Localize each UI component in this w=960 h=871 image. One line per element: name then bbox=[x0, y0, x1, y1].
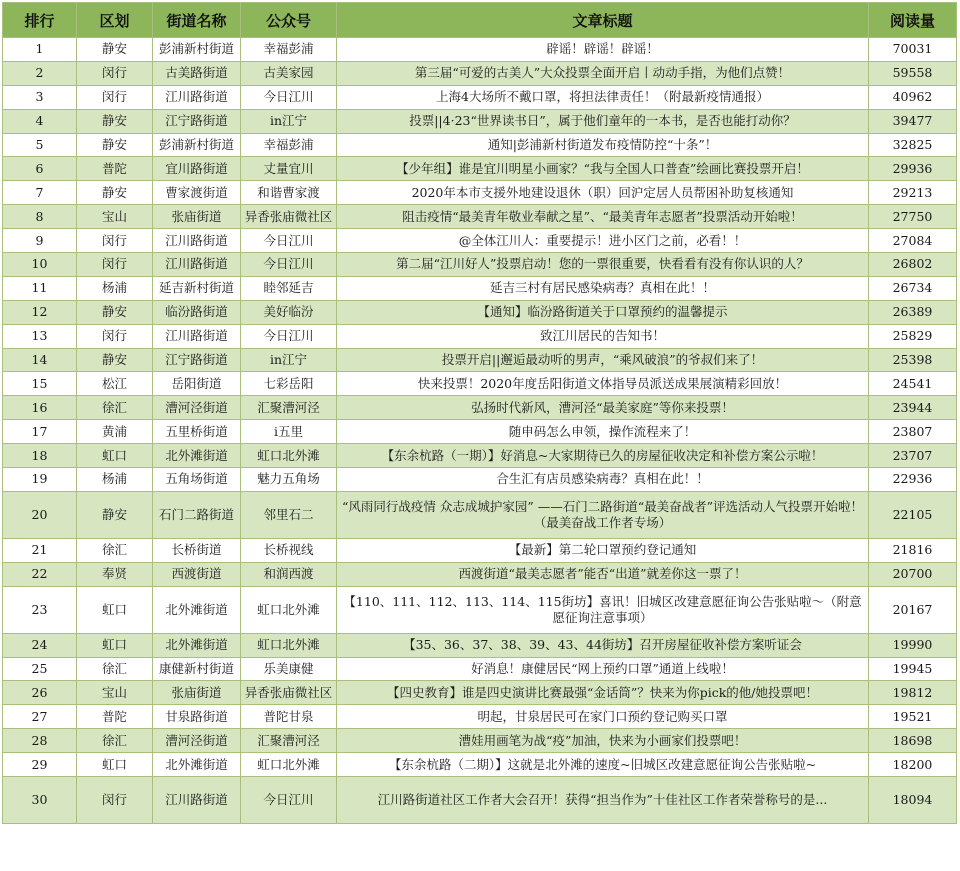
cell-reads: 26802 bbox=[869, 253, 957, 277]
cell-street: 张庙街道 bbox=[153, 681, 241, 705]
cell-reads: 20167 bbox=[869, 586, 957, 633]
cell-street: 五里桥街道 bbox=[153, 420, 241, 444]
cell-district: 奉贤 bbox=[77, 562, 153, 586]
cell-rank: 9 bbox=[3, 229, 77, 253]
cell-title: 上海4大场所不戴口罩，将担法律责任！（附最新疫情通报） bbox=[337, 85, 869, 109]
cell-street: 五角场街道 bbox=[153, 468, 241, 492]
cell-rank: 10 bbox=[3, 253, 77, 277]
cell-street: 北外滩街道 bbox=[153, 753, 241, 777]
cell-reads: 20700 bbox=[869, 562, 957, 586]
cell-title: 致江川居民的告知书！ bbox=[337, 324, 869, 348]
cell-account: 汇聚漕河泾 bbox=[241, 396, 337, 420]
cell-title: 快来投票！2020年度岳阳街道文体指导员派送成果展演精彩回放！ bbox=[337, 372, 869, 396]
cell-district: 闵行 bbox=[77, 229, 153, 253]
cell-street: 曹家渡街道 bbox=[153, 181, 241, 205]
cell-reads: 32825 bbox=[869, 133, 957, 157]
cell-street: 江川路街道 bbox=[153, 229, 241, 253]
header-row bbox=[3, 3, 957, 38]
cell-rank: 24 bbox=[3, 633, 77, 657]
cell-rank: 14 bbox=[3, 348, 77, 372]
table-row bbox=[3, 85, 957, 109]
cell-reads: 25398 bbox=[869, 348, 957, 372]
cell-account: 今日江川 bbox=[241, 85, 337, 109]
cell-district: 徐汇 bbox=[77, 657, 153, 681]
cell-street: 彭浦新村街道 bbox=[153, 38, 241, 62]
cell-title: 【东余杭路（二期）】这就是北外滩的速度~旧城区改建意愿征询公告张贴啦~ bbox=[337, 753, 869, 777]
cell-reads: 29213 bbox=[869, 181, 957, 205]
cell-rank: 1 bbox=[3, 38, 77, 62]
cell-reads: 29936 bbox=[869, 157, 957, 181]
cell-district: 静安 bbox=[77, 491, 153, 538]
cell-district: 闵行 bbox=[77, 777, 153, 824]
cell-street: 彭浦新村街道 bbox=[153, 133, 241, 157]
cell-rank: 17 bbox=[3, 420, 77, 444]
cell-street: 张庙街道 bbox=[153, 205, 241, 229]
cell-district: 徐汇 bbox=[77, 538, 153, 562]
cell-street: 漕河泾街道 bbox=[153, 729, 241, 753]
cell-rank: 20 bbox=[3, 491, 77, 538]
cell-district: 闵行 bbox=[77, 253, 153, 277]
cell-account: 今日江川 bbox=[241, 777, 337, 824]
cell-district: 普陀 bbox=[77, 705, 153, 729]
cell-district: 宝山 bbox=[77, 205, 153, 229]
cell-account: 乐美康健 bbox=[241, 657, 337, 681]
table-row bbox=[3, 109, 957, 133]
cell-street: 宜川路街道 bbox=[153, 157, 241, 181]
cell-account: 今日江川 bbox=[241, 229, 337, 253]
cell-rank: 11 bbox=[3, 276, 77, 300]
table-row bbox=[3, 491, 957, 538]
cell-reads: 19812 bbox=[869, 681, 957, 705]
cell-title: 辟谣！辟谣！辟谣！ bbox=[337, 38, 869, 62]
cell-district: 宝山 bbox=[77, 681, 153, 705]
table-row bbox=[3, 229, 957, 253]
cell-reads: 27084 bbox=[869, 229, 957, 253]
table-row bbox=[3, 468, 957, 492]
cell-reads: 22105 bbox=[869, 491, 957, 538]
cell-title: 漕娃用画笔为战“疫”加油，快来为小画家们投票吧！ bbox=[337, 729, 869, 753]
cell-street: 古美路街道 bbox=[153, 61, 241, 85]
cell-account: 和润西渡 bbox=[241, 562, 337, 586]
cell-account: 今日江川 bbox=[241, 253, 337, 277]
cell-district: 闵行 bbox=[77, 85, 153, 109]
cell-reads: 19521 bbox=[869, 705, 957, 729]
cell-title: 投票||4·23“世界读书日”，属于他们童年的一本书，是否也能打动你？ bbox=[337, 109, 869, 133]
cell-account: 美好临汾 bbox=[241, 300, 337, 324]
cell-account: 虹口北外滩 bbox=[241, 753, 337, 777]
table-row bbox=[3, 372, 957, 396]
cell-street: 漕河泾街道 bbox=[153, 396, 241, 420]
header-rank: 排行 bbox=[3, 3, 77, 38]
table-row bbox=[3, 633, 957, 657]
cell-district: 静安 bbox=[77, 133, 153, 157]
cell-account: 丈量宜川 bbox=[241, 157, 337, 181]
cell-rank: 29 bbox=[3, 753, 77, 777]
cell-account: 异香张庙微社区 bbox=[241, 681, 337, 705]
cell-rank: 16 bbox=[3, 396, 77, 420]
cell-rank: 30 bbox=[3, 777, 77, 824]
table-row bbox=[3, 38, 957, 62]
cell-title: 通知|彭浦新村街道发布疫情防控“十条”！ bbox=[337, 133, 869, 157]
table-row bbox=[3, 420, 957, 444]
cell-rank: 15 bbox=[3, 372, 77, 396]
table-row bbox=[3, 657, 957, 681]
cell-account: 普陀甘泉 bbox=[241, 705, 337, 729]
cell-reads: 24541 bbox=[869, 372, 957, 396]
cell-reads: 70031 bbox=[869, 38, 957, 62]
cell-district: 静安 bbox=[77, 109, 153, 133]
cell-street: 江川路街道 bbox=[153, 253, 241, 277]
cell-district: 徐汇 bbox=[77, 396, 153, 420]
table-row bbox=[3, 205, 957, 229]
table-row bbox=[3, 705, 957, 729]
cell-district: 虹口 bbox=[77, 753, 153, 777]
cell-rank: 5 bbox=[3, 133, 77, 157]
cell-rank: 28 bbox=[3, 729, 77, 753]
table-row bbox=[3, 348, 957, 372]
cell-title: 好消息！康健居民“网上预约口罩”通道上线啦！ bbox=[337, 657, 869, 681]
cell-rank: 4 bbox=[3, 109, 77, 133]
cell-rank: 12 bbox=[3, 300, 77, 324]
cell-reads: 23944 bbox=[869, 396, 957, 420]
cell-account: in江宁 bbox=[241, 109, 337, 133]
cell-street: 北外滩街道 bbox=[153, 586, 241, 633]
table-row bbox=[3, 777, 957, 824]
cell-reads: 39477 bbox=[869, 109, 957, 133]
cell-district: 虹口 bbox=[77, 586, 153, 633]
cell-district: 闵行 bbox=[77, 324, 153, 348]
table-row bbox=[3, 444, 957, 468]
table-row bbox=[3, 753, 957, 777]
cell-title: 【东余杭路（一期）】好消息~大家期待已久的房屋征收决定和补偿方案公示啦！ bbox=[337, 444, 869, 468]
cell-rank: 7 bbox=[3, 181, 77, 205]
cell-rank: 8 bbox=[3, 205, 77, 229]
cell-title: 延吉三村有居民感染病毒？真相在此！！ bbox=[337, 276, 869, 300]
table-row bbox=[3, 133, 957, 157]
cell-reads: 26389 bbox=[869, 300, 957, 324]
table-row bbox=[3, 61, 957, 85]
table-row bbox=[3, 729, 957, 753]
cell-reads: 27750 bbox=[869, 205, 957, 229]
cell-district: 徐汇 bbox=[77, 729, 153, 753]
table-row bbox=[3, 562, 957, 586]
cell-account: 虹口北外滩 bbox=[241, 586, 337, 633]
cell-rank: 13 bbox=[3, 324, 77, 348]
header-reads: 阅读量 bbox=[869, 3, 957, 38]
cell-rank: 23 bbox=[3, 586, 77, 633]
cell-rank: 21 bbox=[3, 538, 77, 562]
cell-street: 江宁路街道 bbox=[153, 109, 241, 133]
cell-account: i五里 bbox=[241, 420, 337, 444]
cell-title: 弘扬时代新风，漕河泾“最美家庭”等你来投票！ bbox=[337, 396, 869, 420]
cell-street: 北外滩街道 bbox=[153, 444, 241, 468]
cell-street: 石门二路街道 bbox=[153, 491, 241, 538]
cell-account: 和谐曹家渡 bbox=[241, 181, 337, 205]
cell-rank: 18 bbox=[3, 444, 77, 468]
table-row bbox=[3, 276, 957, 300]
cell-district: 杨浦 bbox=[77, 276, 153, 300]
cell-title: 西渡街道“最美志愿者”能否“出道”就差你这一票了！ bbox=[337, 562, 869, 586]
cell-account: 魅力五角场 bbox=[241, 468, 337, 492]
cell-title: 【少年组】谁是宜川明星小画家？“我与全国人口普查”绘画比赛投票开启！ bbox=[337, 157, 869, 181]
table-row bbox=[3, 157, 957, 181]
cell-street: 江川路街道 bbox=[153, 777, 241, 824]
table-row bbox=[3, 586, 957, 633]
cell-street: 长桥街道 bbox=[153, 538, 241, 562]
cell-title: 投票开启||邂逅最动听的男声，“乘风破浪”的爷叔们来了！ bbox=[337, 348, 869, 372]
cell-district: 松江 bbox=[77, 372, 153, 396]
cell-reads: 23707 bbox=[869, 444, 957, 468]
cell-reads: 40962 bbox=[869, 85, 957, 109]
cell-account: 睦邻延吉 bbox=[241, 276, 337, 300]
cell-account: 古美家园 bbox=[241, 61, 337, 85]
cell-district: 静安 bbox=[77, 348, 153, 372]
table-row bbox=[3, 300, 957, 324]
ranking-table bbox=[2, 2, 957, 824]
cell-title: 明起，甘泉居民可在家门口预约登记购买口罩 bbox=[337, 705, 869, 729]
cell-street: 西渡街道 bbox=[153, 562, 241, 586]
ranking-table-container bbox=[2, 2, 956, 824]
cell-rank: 3 bbox=[3, 85, 77, 109]
cell-title: 第三届“可爱的古美人”大众投票全面开启丨动动手指，为他们点赞！ bbox=[337, 61, 869, 85]
cell-reads: 19945 bbox=[869, 657, 957, 681]
cell-account: in江宁 bbox=[241, 348, 337, 372]
cell-rank: 22 bbox=[3, 562, 77, 586]
cell-district: 杨浦 bbox=[77, 468, 153, 492]
cell-account: 虹口北外滩 bbox=[241, 444, 337, 468]
header-street: 街道名称 bbox=[153, 3, 241, 38]
cell-account: 七彩岳阳 bbox=[241, 372, 337, 396]
cell-district: 静安 bbox=[77, 38, 153, 62]
header-district: 区划 bbox=[77, 3, 153, 38]
cell-district: 静安 bbox=[77, 300, 153, 324]
cell-rank: 2 bbox=[3, 61, 77, 85]
table-row bbox=[3, 396, 957, 420]
table-row bbox=[3, 181, 957, 205]
cell-reads: 23807 bbox=[869, 420, 957, 444]
cell-rank: 25 bbox=[3, 657, 77, 681]
cell-rank: 19 bbox=[3, 468, 77, 492]
cell-title: 【四史教育】谁是四史演讲比赛最强“金话筒”？快来为你pick的他/她投票吧！ bbox=[337, 681, 869, 705]
cell-account: 汇聚漕河泾 bbox=[241, 729, 337, 753]
cell-rank: 27 bbox=[3, 705, 77, 729]
cell-district: 闵行 bbox=[77, 61, 153, 85]
table-row bbox=[3, 538, 957, 562]
cell-district: 静安 bbox=[77, 181, 153, 205]
cell-title: 【110、111、112、113、114、115街坊】喜讯！旧城区改建意愿征询公告张贴啦～（附意愿征询注意事项） bbox=[337, 586, 869, 633]
cell-street: 江宁路街道 bbox=[153, 348, 241, 372]
cell-reads: 18200 bbox=[869, 753, 957, 777]
cell-account: 邻里石二 bbox=[241, 491, 337, 538]
cell-reads: 21816 bbox=[869, 538, 957, 562]
cell-account: 幸福彭浦 bbox=[241, 38, 337, 62]
cell-district: 普陀 bbox=[77, 157, 153, 181]
cell-title: 江川路街道社区工作者大会召开！获得“担当作为”十佳社区工作者荣誉称号的是... bbox=[337, 777, 869, 824]
cell-account: 今日江川 bbox=[241, 324, 337, 348]
cell-title: 【最新】第二轮口罩预约登记通知 bbox=[337, 538, 869, 562]
cell-street: 岳阳街道 bbox=[153, 372, 241, 396]
cell-title: 【35、36、37、38、39、43、44街坊】召开房屋征收补偿方案听证会 bbox=[337, 633, 869, 657]
cell-account: 幸福彭浦 bbox=[241, 133, 337, 157]
cell-street: 甘泉路街道 bbox=[153, 705, 241, 729]
cell-reads: 18094 bbox=[869, 777, 957, 824]
cell-district: 虹口 bbox=[77, 444, 153, 468]
header-account: 公众号 bbox=[241, 3, 337, 38]
cell-title: 随申码怎么申领，操作流程来了！ bbox=[337, 420, 869, 444]
cell-reads: 25829 bbox=[869, 324, 957, 348]
table-row bbox=[3, 681, 957, 705]
cell-title: 2020年本市支援外地建设退休（职）回沪定居人员帮困补助复核通知 bbox=[337, 181, 869, 205]
cell-title: 阻击疫情“最美青年敬业奉献之星”、“最美青年志愿者”投票活动开始啦！ bbox=[337, 205, 869, 229]
cell-reads: 59558 bbox=[869, 61, 957, 85]
cell-title: @全体江川人：重要提示！进小区门之前，必看！！ bbox=[337, 229, 869, 253]
cell-reads: 22936 bbox=[869, 468, 957, 492]
cell-street: 江川路街道 bbox=[153, 85, 241, 109]
cell-title: 第二届“江川好人”投票启动！您的一票很重要，快看看有没有你认识的人？ bbox=[337, 253, 869, 277]
cell-rank: 6 bbox=[3, 157, 77, 181]
cell-reads: 18698 bbox=[869, 729, 957, 753]
cell-street: 临汾路街道 bbox=[153, 300, 241, 324]
cell-rank: 26 bbox=[3, 681, 77, 705]
cell-title: 【通知】临汾路街道关于口罩预约的温馨提示 bbox=[337, 300, 869, 324]
cell-title: 合生汇有店员感染病毒？真相在此！！ bbox=[337, 468, 869, 492]
table-row bbox=[3, 324, 957, 348]
cell-street: 江川路街道 bbox=[153, 324, 241, 348]
cell-account: 长桥视线 bbox=[241, 538, 337, 562]
cell-reads: 19990 bbox=[869, 633, 957, 657]
header-title: 文章标题 bbox=[337, 3, 869, 38]
cell-reads: 26734 bbox=[869, 276, 957, 300]
table-row bbox=[3, 253, 957, 277]
cell-street: 北外滩街道 bbox=[153, 633, 241, 657]
cell-account: 异香张庙微社区 bbox=[241, 205, 337, 229]
cell-street: 延吉新村街道 bbox=[153, 276, 241, 300]
cell-district: 黄浦 bbox=[77, 420, 153, 444]
cell-street: 康健新村街道 bbox=[153, 657, 241, 681]
cell-district: 虹口 bbox=[77, 633, 153, 657]
cell-title: “风雨同行战疫情 众志成城护家园” ——石门二路街道“最美奋战者”评选活动人气投票开始啦！（最美奋战工作者专场） bbox=[337, 491, 869, 538]
cell-account: 虹口北外滩 bbox=[241, 633, 337, 657]
